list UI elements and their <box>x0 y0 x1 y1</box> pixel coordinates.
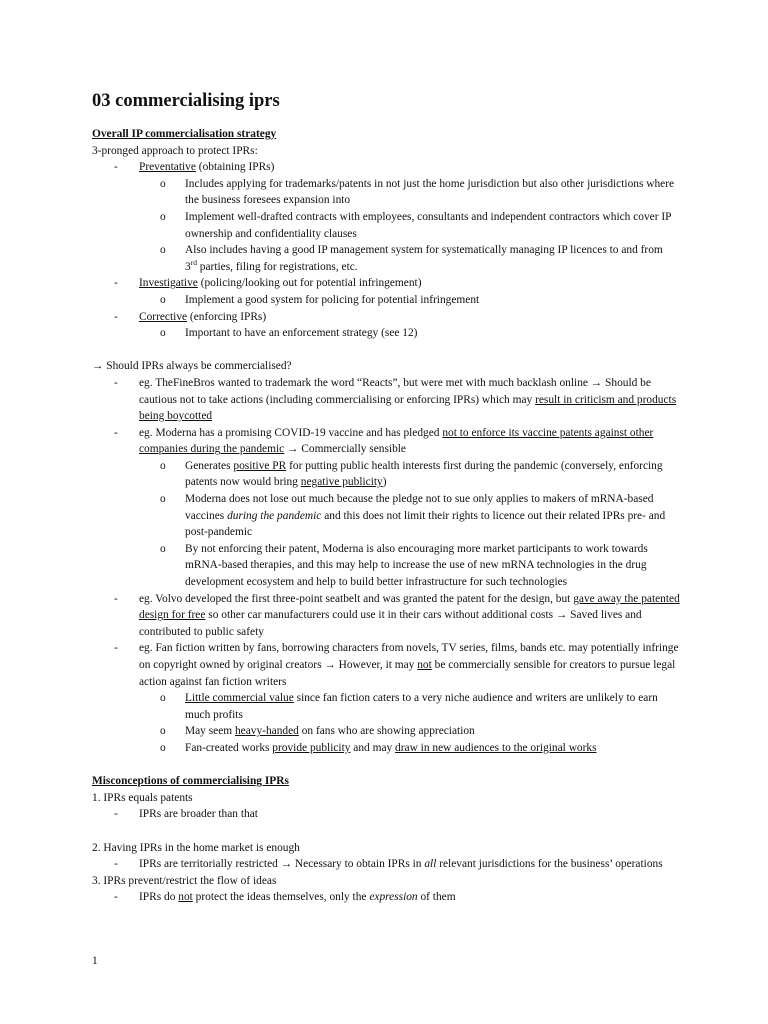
question-line: → Should IPRs always be commercialised? <box>92 360 292 373</box>
circle-bullet: o <box>160 741 166 754</box>
dash-bullet: - <box>114 642 118 655</box>
list-item: - eg. Fan fiction written by fans, borrowing characters from novels, TV series, films, bands etc. may potentially infringe on copyright owned by original creators → However, it may not be commercially sensible for creators to pursue legal action against fan fiction writers <box>114 642 679 688</box>
strategy-intro: 3-pronged approach to protect IPRs: <box>92 144 258 157</box>
circle-bullet: o <box>160 692 166 705</box>
dash-bullet: - <box>114 277 118 290</box>
blank-line <box>92 757 692 774</box>
sub-list-item: o By not enforcing their patent, Moderna is also encouraging more market participants to work towards mRNA-based therapies, and this may help to increase the use of new mRNA technologies in the drug development ecosystem and help to build better infrastructure for such technologies <box>160 542 648 589</box>
circle-bullet: o <box>160 459 166 472</box>
sub-list-item: o Moderna does not lose out much because the pledge not to sue only applies to makers of mRNA-based vaccines during the pandemic and this does not limit their rights to licence out their related IPRs pre- and post-pandemic <box>160 493 666 539</box>
circle-bullet: o <box>160 210 166 223</box>
circle-bullet: o <box>160 542 166 555</box>
misconception-2: 2. Having IPRs in the home market is enough <box>92 841 300 854</box>
page-number: 1 <box>92 955 98 967</box>
sub-list-item: o Important to have an enforcement strategy (see 12) <box>92 325 692 342</box>
dash-bullet: - <box>114 891 118 904</box>
dash-bullet: - <box>114 426 118 439</box>
list-item: - IPRs are territorially restricted → Necessary to obtain IPRs in all relevant jurisdictions for the business’ operations <box>92 856 692 873</box>
list-item: - eg. Volvo developed the first three-point seatbelt and was granted the patent for the design, but gave away the patented design for free so other car manufacturers could use it in their cars without additional costs → Saved lives and contributed to public safety <box>114 592 680 638</box>
blank-line <box>92 342 692 359</box>
circle-bullet: o <box>160 244 166 257</box>
circle-bullet: o <box>160 493 166 506</box>
misconception-3: 3. IPRs prevent/restrict the flow of ideas <box>92 874 277 887</box>
sub-list-item: o Little commercial value since fan fiction caters to a very niche audience and writers are unlikely to earn much profits <box>160 692 658 721</box>
circle-bullet: o <box>160 177 166 190</box>
sub-list-item: o Implement well-drafted contracts with employees, consultants and independent contractors which cover IP ownership and confidentiality clauses <box>160 210 672 240</box>
section-heading-misconceptions: Misconceptions of commercialising IPRs <box>92 775 289 788</box>
list-item: - eg. Moderna has a promising COVID-19 vaccine and has pledged not to enforce its vaccine patents against other companies during the pandemic → Commercially sensible <box>114 426 654 456</box>
sub-list-item: o Generates positive PR for putting public health interests first during the pandemic (conversely, enforcing patents now would bring negative publicity) <box>160 459 663 489</box>
sub-list-item: o May seem heavy-handed on fans who are showing appreciation <box>92 723 692 740</box>
document-body <box>92 126 692 906</box>
dash-bullet: - <box>114 310 118 323</box>
list-item: - IPRs do not protect the ideas themselves, only the expression of them <box>92 889 692 906</box>
document-title: 03 commercialising iprs <box>92 91 280 111</box>
misconception-1: 1. IPRs equals patents <box>92 791 193 804</box>
sub-list-item: o Fan-created works provide publicity and may draw in new audiences to the original works <box>92 740 692 757</box>
circle-bullet: o <box>160 293 166 306</box>
list-item: - IPRs are broader than that <box>92 806 692 823</box>
dash-bullet: - <box>114 376 118 389</box>
section-heading-strategy: Overall IP commercialisation strategy <box>92 128 277 140</box>
dash-bullet: - <box>114 858 118 871</box>
list-item: - Preventative (obtaining IPRs) <box>92 159 692 176</box>
list-item: - Corrective (enforcing IPRs) <box>92 309 692 326</box>
dash-bullet: - <box>114 808 118 821</box>
dash-bullet: - <box>114 592 118 605</box>
list-item: - Investigative (policing/looking out for potential infringement) <box>92 275 692 292</box>
circle-bullet: o <box>160 725 166 738</box>
list-item: - eg. TheFineBros wanted to trademark the word “Reacts”, but were met with much backlash online → Should be cautious not to take actions (including commercialising or enforcing IPRs) which may result in criticism and products being boycotted <box>114 376 677 423</box>
sub-list-item: o Also includes having a good IP management system for systematically managing IP licences to and from 3rd parties, filing for registrations, etc. <box>160 244 663 273</box>
sub-list-item: o Implement a good system for policing for potential infringement <box>92 292 692 309</box>
blank-line <box>92 823 692 840</box>
dash-bullet: - <box>114 161 118 174</box>
circle-bullet: o <box>160 327 166 340</box>
sub-list-item: o Includes applying for trademarks/patents in not just the home jurisdiction but also other jurisdictions where the business foresees expansion into <box>160 177 675 207</box>
